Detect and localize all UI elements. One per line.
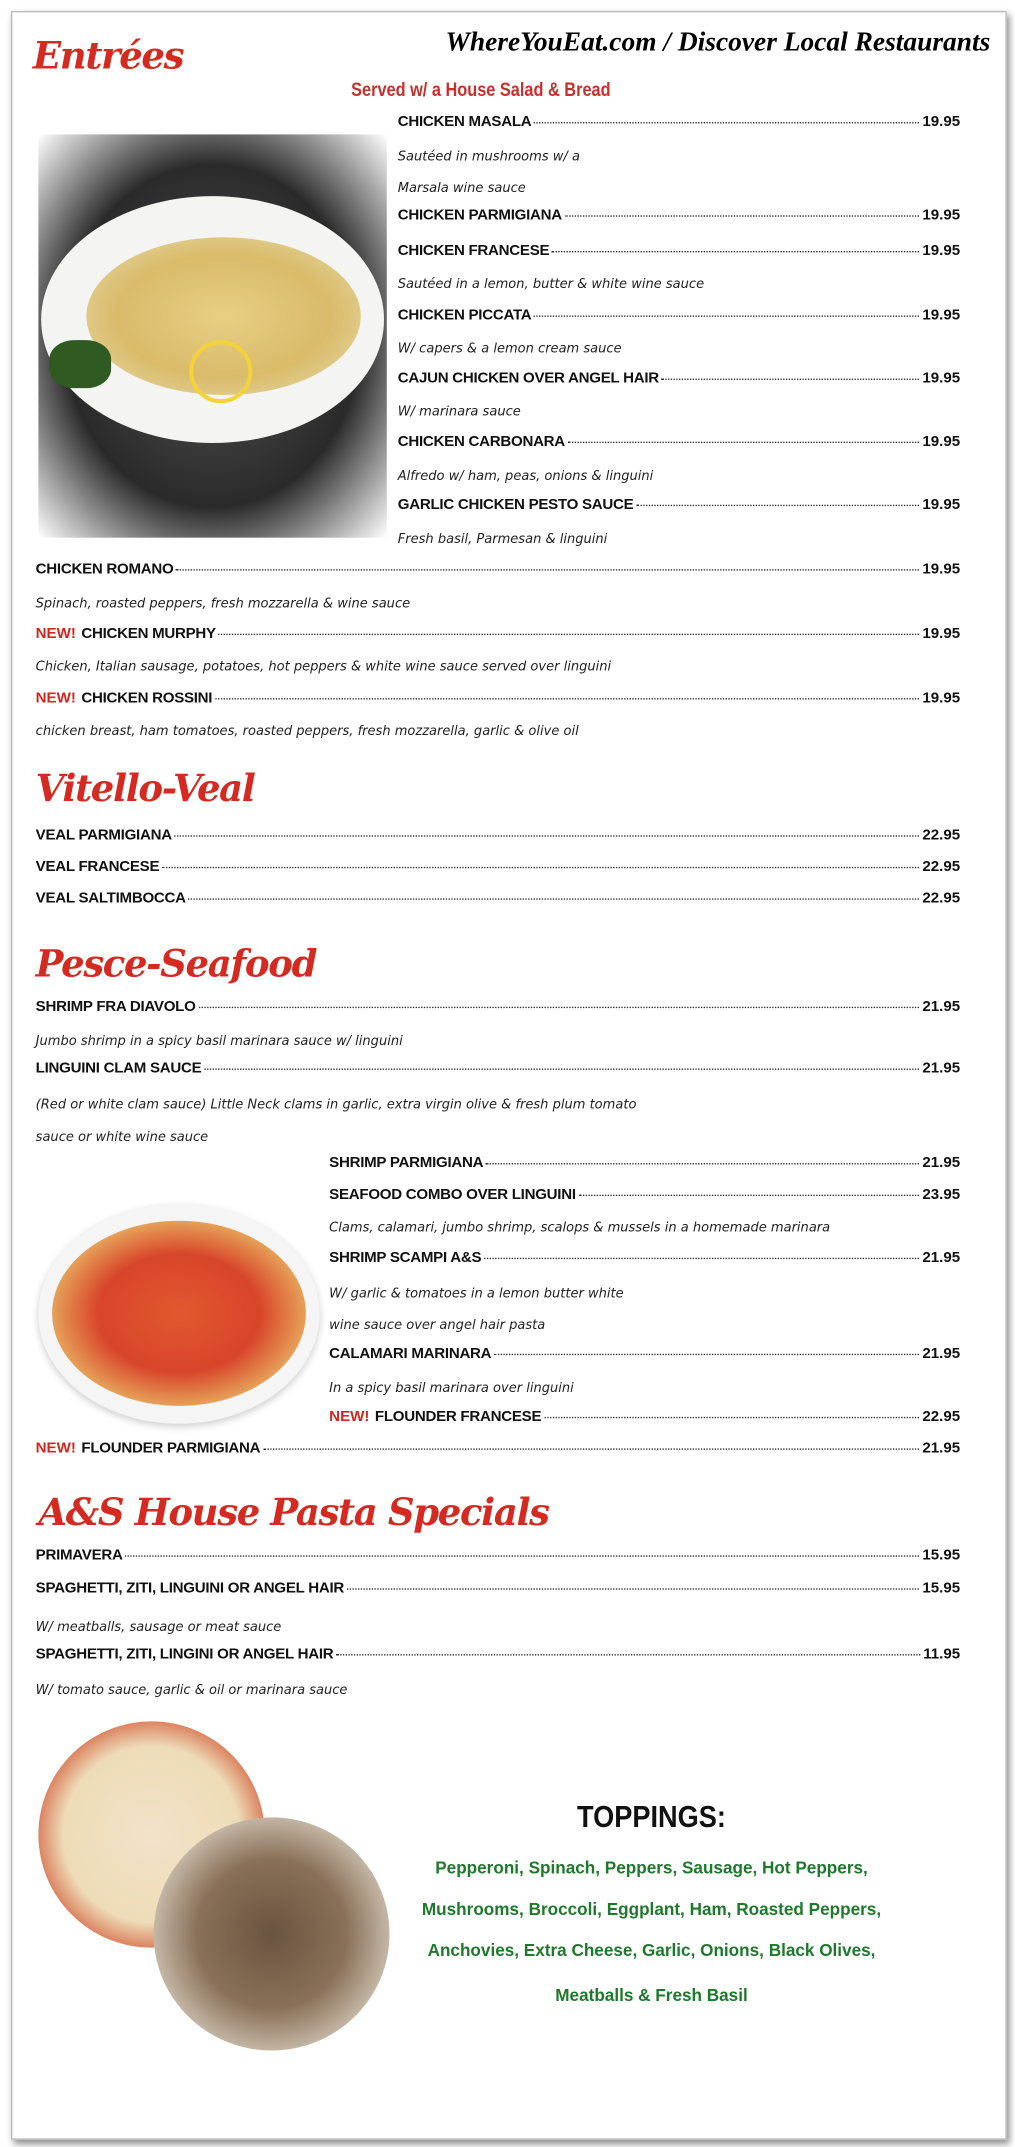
item-price: 19.95 bbox=[922, 207, 961, 224]
menu-item bbox=[36, 859, 960, 875]
menu-item bbox=[329, 1155, 960, 1171]
item-price: 15.95 bbox=[922, 1547, 961, 1564]
menu-item bbox=[36, 1646, 960, 1662]
item-price: 23.95 bbox=[922, 1186, 961, 1203]
item-name: SPAGHETTI, ZITI, LINGINI OR ANGEL HAIR bbox=[35, 1645, 334, 1663]
item-name: FLOUNDER PARMIGIANA bbox=[81, 1440, 261, 1457]
item-price: 21.95 bbox=[922, 1345, 961, 1362]
item-description: W/ garlic & tomatoes in a lemon butter white bbox=[329, 1286, 624, 1302]
item-price: 21.95 bbox=[922, 1440, 961, 1457]
item-name: SPAGHETTI, ZITI, LINGUINI OR ANGEL HAIR bbox=[35, 1580, 345, 1597]
item-name: FLOUNDER FRANCESE bbox=[374, 1408, 542, 1426]
item-description: W/ marinara sauce bbox=[397, 404, 521, 420]
item-price: 22.95 bbox=[922, 827, 961, 844]
item-price: 19.95 bbox=[922, 689, 961, 707]
item-description: (Red or white clam sauce) Little Neck clams in garlic, extra virgin olive & fresh plum tomato bbox=[35, 1097, 637, 1113]
item-name: VEAL SALTIMBOCCA bbox=[35, 890, 186, 907]
dot-leader bbox=[534, 122, 919, 123]
dot-leader bbox=[176, 569, 919, 570]
dot-leader bbox=[568, 442, 920, 443]
toppings-line: Pepperoni, Spinach, Peppers, Sausage, Hot Peppers, bbox=[435, 1858, 868, 1878]
item-name: VEAL PARMIGIANA bbox=[35, 827, 172, 844]
menu-item bbox=[36, 1440, 960, 1456]
item-description: W/ tomato sauce, garlic & oil or marinara sauce bbox=[35, 1682, 348, 1699]
item-price: 19.95 bbox=[922, 370, 961, 387]
menu-item bbox=[398, 114, 960, 130]
menu-item bbox=[36, 1060, 960, 1076]
item-name: CHICKEN PICCATA bbox=[397, 307, 532, 324]
item-name: CHICKEN FRANCESE bbox=[397, 242, 550, 260]
menu-item bbox=[329, 1186, 960, 1202]
dot-leader bbox=[215, 698, 920, 699]
dot-leader bbox=[125, 1555, 919, 1556]
veal-heading: Vitello-Veal bbox=[35, 768, 255, 811]
site-watermark: WhereYouEat.com / Discover Local Restaurants bbox=[445, 27, 991, 58]
item-name: SHRIMP FRA DIAVOLO bbox=[35, 998, 196, 1015]
entrees-subtitle: Served w/ a House Salad & Bread bbox=[351, 78, 611, 101]
dot-leader bbox=[552, 251, 920, 252]
item-price: 19.95 bbox=[922, 242, 961, 260]
item-price: 22.95 bbox=[922, 890, 961, 907]
dot-leader bbox=[347, 1588, 920, 1589]
pasta-heading: A&S House Pasta Specials bbox=[38, 1492, 549, 1535]
item-description: Clams, calamari, jumbo shrimp, scalops & mussels in a homemade marinara bbox=[329, 1220, 831, 1236]
item-description: W/ capers & a lemon cream sauce bbox=[397, 341, 622, 357]
item-price: 11.95 bbox=[923, 1645, 961, 1663]
item-description: sauce or white wine sauce bbox=[35, 1130, 209, 1146]
item-price: 19.95 bbox=[922, 113, 961, 131]
dot-leader bbox=[198, 1007, 919, 1008]
menu-item bbox=[36, 999, 960, 1015]
dot-leader bbox=[579, 1195, 920, 1196]
item-name: CHICKEN PARMIGIANA bbox=[397, 207, 562, 224]
item-price: 19.95 bbox=[922, 496, 961, 513]
item-name: CHICKEN CARBONARA bbox=[397, 433, 565, 450]
menu-item bbox=[398, 433, 960, 449]
item-price: 19.95 bbox=[922, 560, 961, 578]
menu-item bbox=[398, 497, 960, 513]
dot-leader bbox=[494, 1354, 920, 1355]
menu-item bbox=[36, 827, 960, 843]
menu-item bbox=[329, 1250, 960, 1266]
new-badge: NEW! bbox=[35, 1440, 76, 1457]
menu-item bbox=[398, 243, 960, 259]
mushroom-chicken-photo bbox=[154, 1817, 390, 2050]
item-name: CAJUN CHICKEN OVER ANGEL HAIR bbox=[397, 370, 659, 387]
item-name: VEAL FRANCESE bbox=[35, 858, 160, 876]
item-price: 15.95 bbox=[922, 1580, 961, 1597]
dot-leader bbox=[486, 1163, 920, 1164]
menu-item bbox=[36, 890, 960, 906]
dot-leader bbox=[544, 1417, 920, 1418]
dot-leader bbox=[565, 215, 920, 216]
item-name: CHICKEN MURPHY bbox=[81, 625, 216, 642]
item-description: Fresh basil, Parmesan & linguini bbox=[397, 532, 608, 548]
item-name: CHICKEN MASALA bbox=[397, 113, 532, 131]
item-price: 21.95 bbox=[922, 998, 961, 1015]
new-badge: NEW! bbox=[35, 625, 76, 642]
menu-item bbox=[36, 1580, 960, 1596]
item-description: wine sauce over angel hair pasta bbox=[329, 1318, 546, 1334]
dot-leader bbox=[636, 505, 919, 506]
item-name: CHICKEN ROMANO bbox=[35, 560, 174, 578]
item-description: Marsala wine sauce bbox=[397, 181, 526, 197]
item-name: SEAFOOD COMBO OVER LINGUINI bbox=[329, 1186, 576, 1203]
item-description: Jumbo shrimp in a spicy basil marinara sauce w/ linguini bbox=[35, 1034, 403, 1050]
item-description: In a spicy basil marinara over linguini bbox=[329, 1381, 574, 1397]
dot-leader bbox=[189, 898, 920, 899]
item-name: LINGUINI CLAM SAUCE bbox=[35, 1060, 202, 1077]
menu-item bbox=[398, 370, 960, 386]
item-name: CHICKEN ROSSINI bbox=[81, 689, 213, 707]
dot-leader bbox=[162, 867, 920, 868]
menu-item bbox=[36, 625, 960, 641]
item-name: SHRIMP PARMIGIANA bbox=[329, 1154, 484, 1172]
dot-leader bbox=[484, 1258, 920, 1259]
menu-item bbox=[329, 1409, 960, 1425]
menu-item bbox=[36, 1547, 960, 1563]
chicken-francese-photo bbox=[38, 134, 386, 537]
menu-item bbox=[329, 1346, 960, 1362]
item-price: 21.95 bbox=[922, 1060, 961, 1077]
dot-leader bbox=[534, 315, 919, 316]
dot-leader bbox=[662, 379, 920, 380]
item-price: 19.95 bbox=[922, 433, 961, 450]
menu-item bbox=[398, 307, 960, 323]
dot-leader bbox=[263, 1448, 920, 1449]
item-description: Spinach, roasted peppers, fresh mozzarella & wine sauce bbox=[35, 596, 411, 612]
menu-item bbox=[36, 561, 960, 577]
dot-leader bbox=[204, 1068, 919, 1069]
item-name: GARLIC CHICKEN PESTO SAUCE bbox=[397, 496, 634, 513]
item-description: Sautéed in mushrooms w/ a bbox=[397, 149, 580, 165]
item-price: 22.95 bbox=[922, 858, 961, 876]
toppings-line: Anchovies, Extra Cheese, Garlic, Onions, Black Olives, bbox=[427, 1940, 876, 1961]
item-name: SHRIMP SCAMPI A&S bbox=[329, 1249, 482, 1266]
item-description: Chicken, Italian sausage, potatoes, hot peppers & white wine sauce served over linguini bbox=[35, 659, 612, 675]
item-price: 21.95 bbox=[922, 1249, 961, 1266]
item-price: 21.95 bbox=[922, 1154, 961, 1172]
dot-leader bbox=[175, 835, 920, 836]
menu-item bbox=[36, 690, 960, 706]
seafood-heading: Pesce-Seafood bbox=[35, 943, 317, 987]
item-name: PRIMAVERA bbox=[35, 1547, 123, 1564]
entrees-heading: Entrées bbox=[32, 35, 184, 79]
toppings-line: Meatballs & Fresh Basil bbox=[555, 1986, 748, 2006]
new-badge: NEW! bbox=[35, 689, 76, 707]
toppings-heading: TOPPINGS: bbox=[577, 1799, 726, 1834]
toppings-line: Mushrooms, Broccoli, Eggplant, Ham, Roasted Peppers, bbox=[421, 1899, 882, 1919]
shrimp-pasta-photo bbox=[38, 1204, 319, 1423]
item-description: chicken breast, ham tomatoes, roasted peppers, fresh mozzarella, garlic & olive oil bbox=[35, 724, 579, 740]
menu-item bbox=[398, 207, 960, 223]
item-description: Alfredo w/ ham, peas, onions & linguini bbox=[397, 469, 654, 485]
new-badge: NEW! bbox=[329, 1408, 370, 1426]
dot-leader bbox=[336, 1654, 920, 1655]
item-name: CALAMARI MARINARA bbox=[329, 1345, 492, 1362]
item-price: 19.95 bbox=[922, 307, 961, 324]
item-price: 22.95 bbox=[922, 1408, 961, 1426]
dot-leader bbox=[219, 634, 920, 635]
item-price: 19.95 bbox=[922, 625, 961, 642]
item-description: W/ meatballs, sausage or meat sauce bbox=[35, 1619, 282, 1635]
item-description: Sautéed in a lemon, butter & white wine sauce bbox=[397, 277, 705, 293]
